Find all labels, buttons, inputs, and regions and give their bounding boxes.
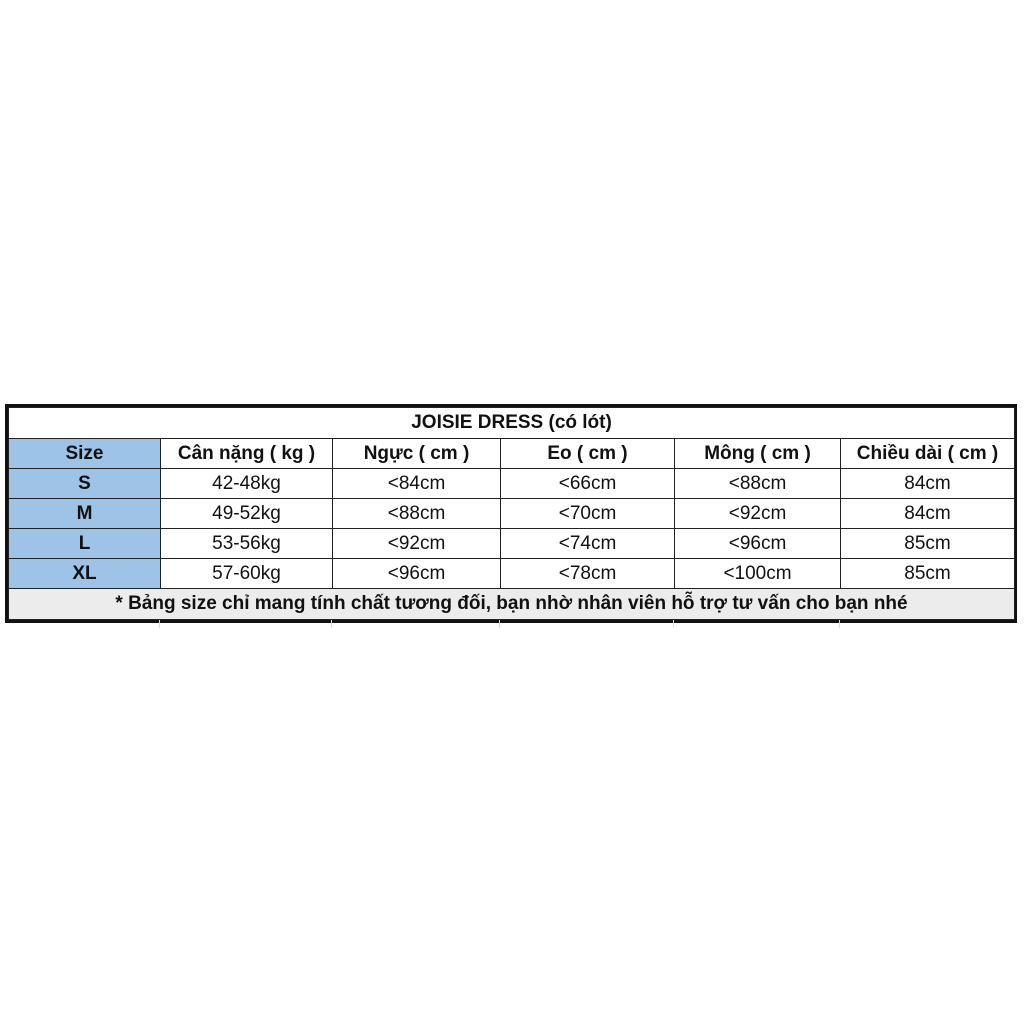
length-cell: 84cm [841, 469, 1015, 499]
weight-cell: 53-56kg [161, 529, 333, 559]
length-cell: 84cm [841, 499, 1015, 529]
waist-cell: <74cm [501, 529, 675, 559]
hip-cell: <88cm [675, 469, 841, 499]
bust-cell: <92cm [333, 529, 501, 559]
header-row [9, 439, 1015, 469]
table-row [9, 469, 1015, 499]
sheet-gridline [499, 620, 500, 628]
hip-cell: <100cm [675, 559, 841, 589]
table-title: JOISIE DRESS (có lót) [9, 408, 1015, 439]
weight-cell: 57-60kg [161, 559, 333, 589]
bust-cell: <96cm [333, 559, 501, 589]
sheet-gridline [331, 620, 332, 628]
bust-cell: <84cm [333, 469, 501, 499]
column-header-bust: Ngực ( cm ) [333, 439, 501, 469]
length-cell: 85cm [841, 529, 1015, 559]
bust-cell: <88cm [333, 499, 501, 529]
column-header-hip: Mông ( cm ) [675, 439, 841, 469]
table-row [9, 529, 1015, 559]
column-header-size: Size [9, 439, 161, 469]
column-header-length: Chiều dài ( cm ) [841, 439, 1015, 469]
hip-cell: <96cm [675, 529, 841, 559]
waist-cell: <78cm [501, 559, 675, 589]
hip-cell: <92cm [675, 499, 841, 529]
sheet-gridline [673, 620, 674, 628]
weight-cell: 42-48kg [161, 469, 333, 499]
length-cell: 85cm [841, 559, 1015, 589]
size-cell: S [9, 469, 161, 499]
sheet-gridline [839, 620, 840, 628]
table-row [9, 559, 1015, 589]
column-header-weight: Cân nặng ( kg ) [161, 439, 333, 469]
size-chart-table [8, 407, 1015, 620]
sheet-gridline [159, 620, 160, 628]
waist-cell: <66cm [501, 469, 675, 499]
size-chart-sheet [5, 404, 1017, 623]
size-cell: M [9, 499, 161, 529]
size-cell: L [9, 529, 161, 559]
footnote: * Bảng size chỉ mang tính chất tương đối, bạn nhờ nhân viên hỗ trợ tư vấn cho bạn nhé [9, 589, 1015, 620]
weight-cell: 49-52kg [161, 499, 333, 529]
title-row [9, 408, 1015, 439]
waist-cell: <70cm [501, 499, 675, 529]
column-header-waist: Eo ( cm ) [501, 439, 675, 469]
table-row [9, 499, 1015, 529]
size-cell: XL [9, 559, 161, 589]
note-row [9, 589, 1015, 620]
